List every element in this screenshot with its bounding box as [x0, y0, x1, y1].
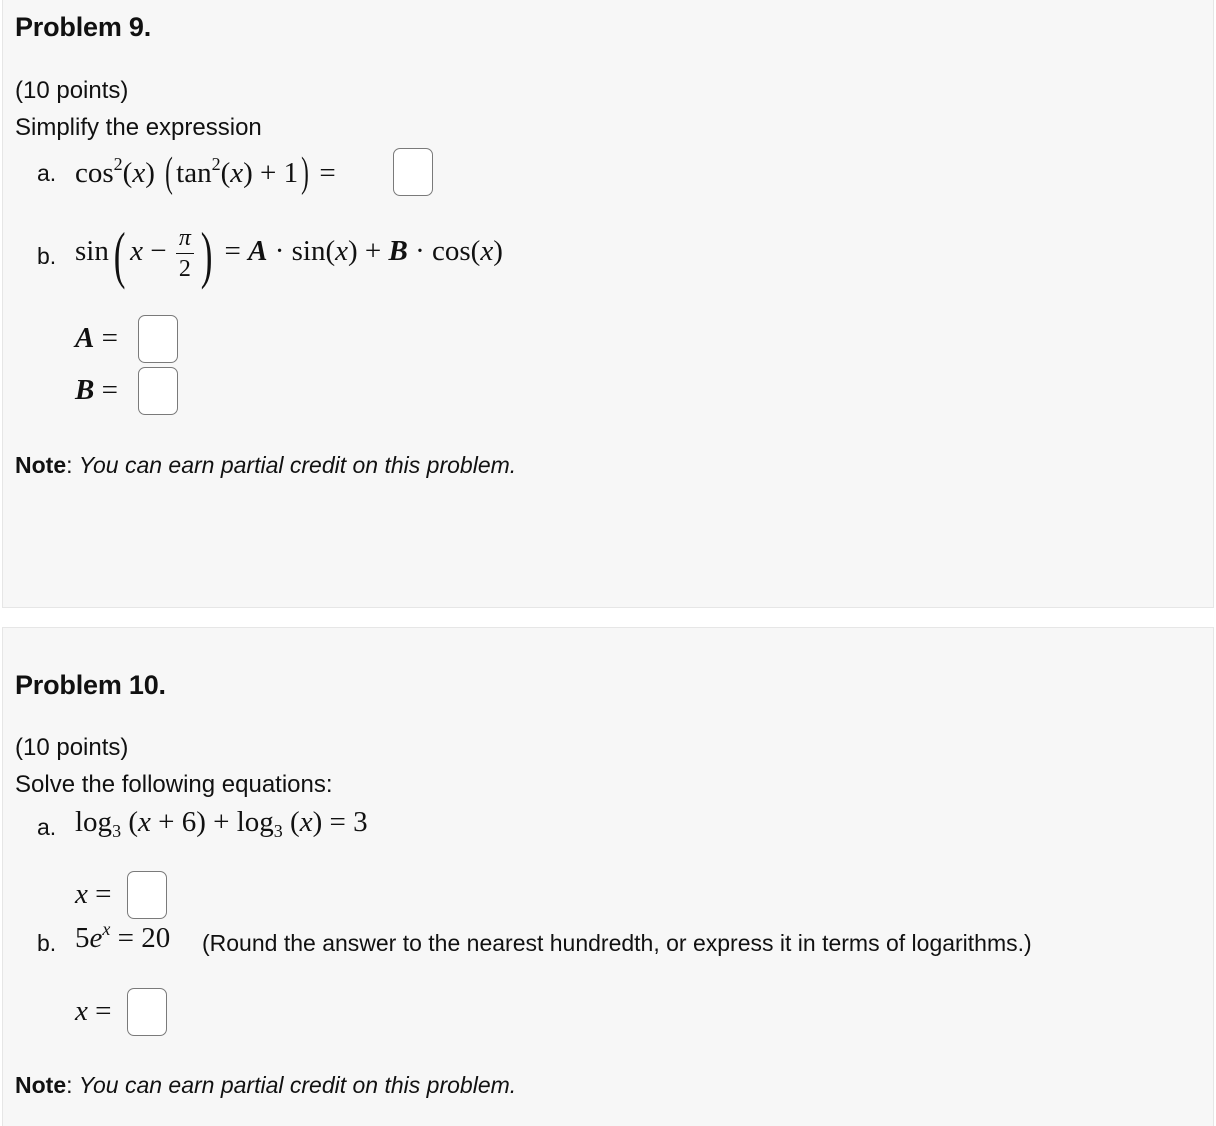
problem-10-part-a-label: a. — [37, 814, 57, 840]
problem-9-instruction: Simplify the expression — [15, 114, 262, 141]
problem-9-part-b-label: b. — [37, 243, 57, 269]
problem-10-card — [2, 627, 1214, 1126]
problem-10-part-a-answer-label: x = — [75, 878, 112, 910]
problem-9-title: Problem 9. — [15, 12, 152, 42]
problem-9-points: (10 points) — [15, 77, 129, 104]
problem-9-part-b-equation: sin( x − $\frac{\pi}{2}$ ) = A · sin(x) + B · cos(x) — [75, 219, 503, 290]
problem-10-part-b-answer-label: x = — [75, 995, 112, 1027]
problem-10-instruction: Solve the following equations: — [15, 771, 333, 798]
problem-9-note: Note: You can earn partial credit on this problem. — [15, 452, 517, 478]
problem-9-answer-A-label: A = — [75, 322, 118, 354]
problem-9-part-a-label: a. — [37, 160, 57, 186]
problem-9-part-a-answer-input[interactable] — [393, 148, 433, 196]
problem-9-part-a-equation: $\cos^2(x)$ ( $\tan^2(x) + 1$) = — [75, 150, 336, 196]
problem-10-part-b-equation: $5e^x = 20$ — [75, 919, 171, 954]
problem-10-part-b-answer-input[interactable] — [127, 988, 167, 1036]
problem-9-answer-A-input[interactable] — [138, 315, 178, 363]
problem-9-answer-B-input[interactable] — [138, 367, 178, 415]
problem-9-card — [2, 0, 1214, 608]
problem-10-points: (10 points) — [15, 734, 129, 761]
problem-10-part-a-equation: $\log_3 (x + 6) + \log_3 (x) = 3$ — [75, 806, 368, 841]
problem-10-part-b-hint: (Round the answer to the nearest hundredth, or express it in terms of logarithms.) — [202, 930, 1032, 956]
problem-10-title: Problem 10. — [15, 670, 166, 700]
problem-10-part-a-answer-input[interactable] — [127, 871, 167, 919]
problem-10-part-b-label: b. — [37, 930, 57, 956]
problem-9-answer-B-label: B = — [75, 374, 118, 406]
problem-10-note: Note: You can earn partial credit on this problem. — [15, 1072, 517, 1098]
